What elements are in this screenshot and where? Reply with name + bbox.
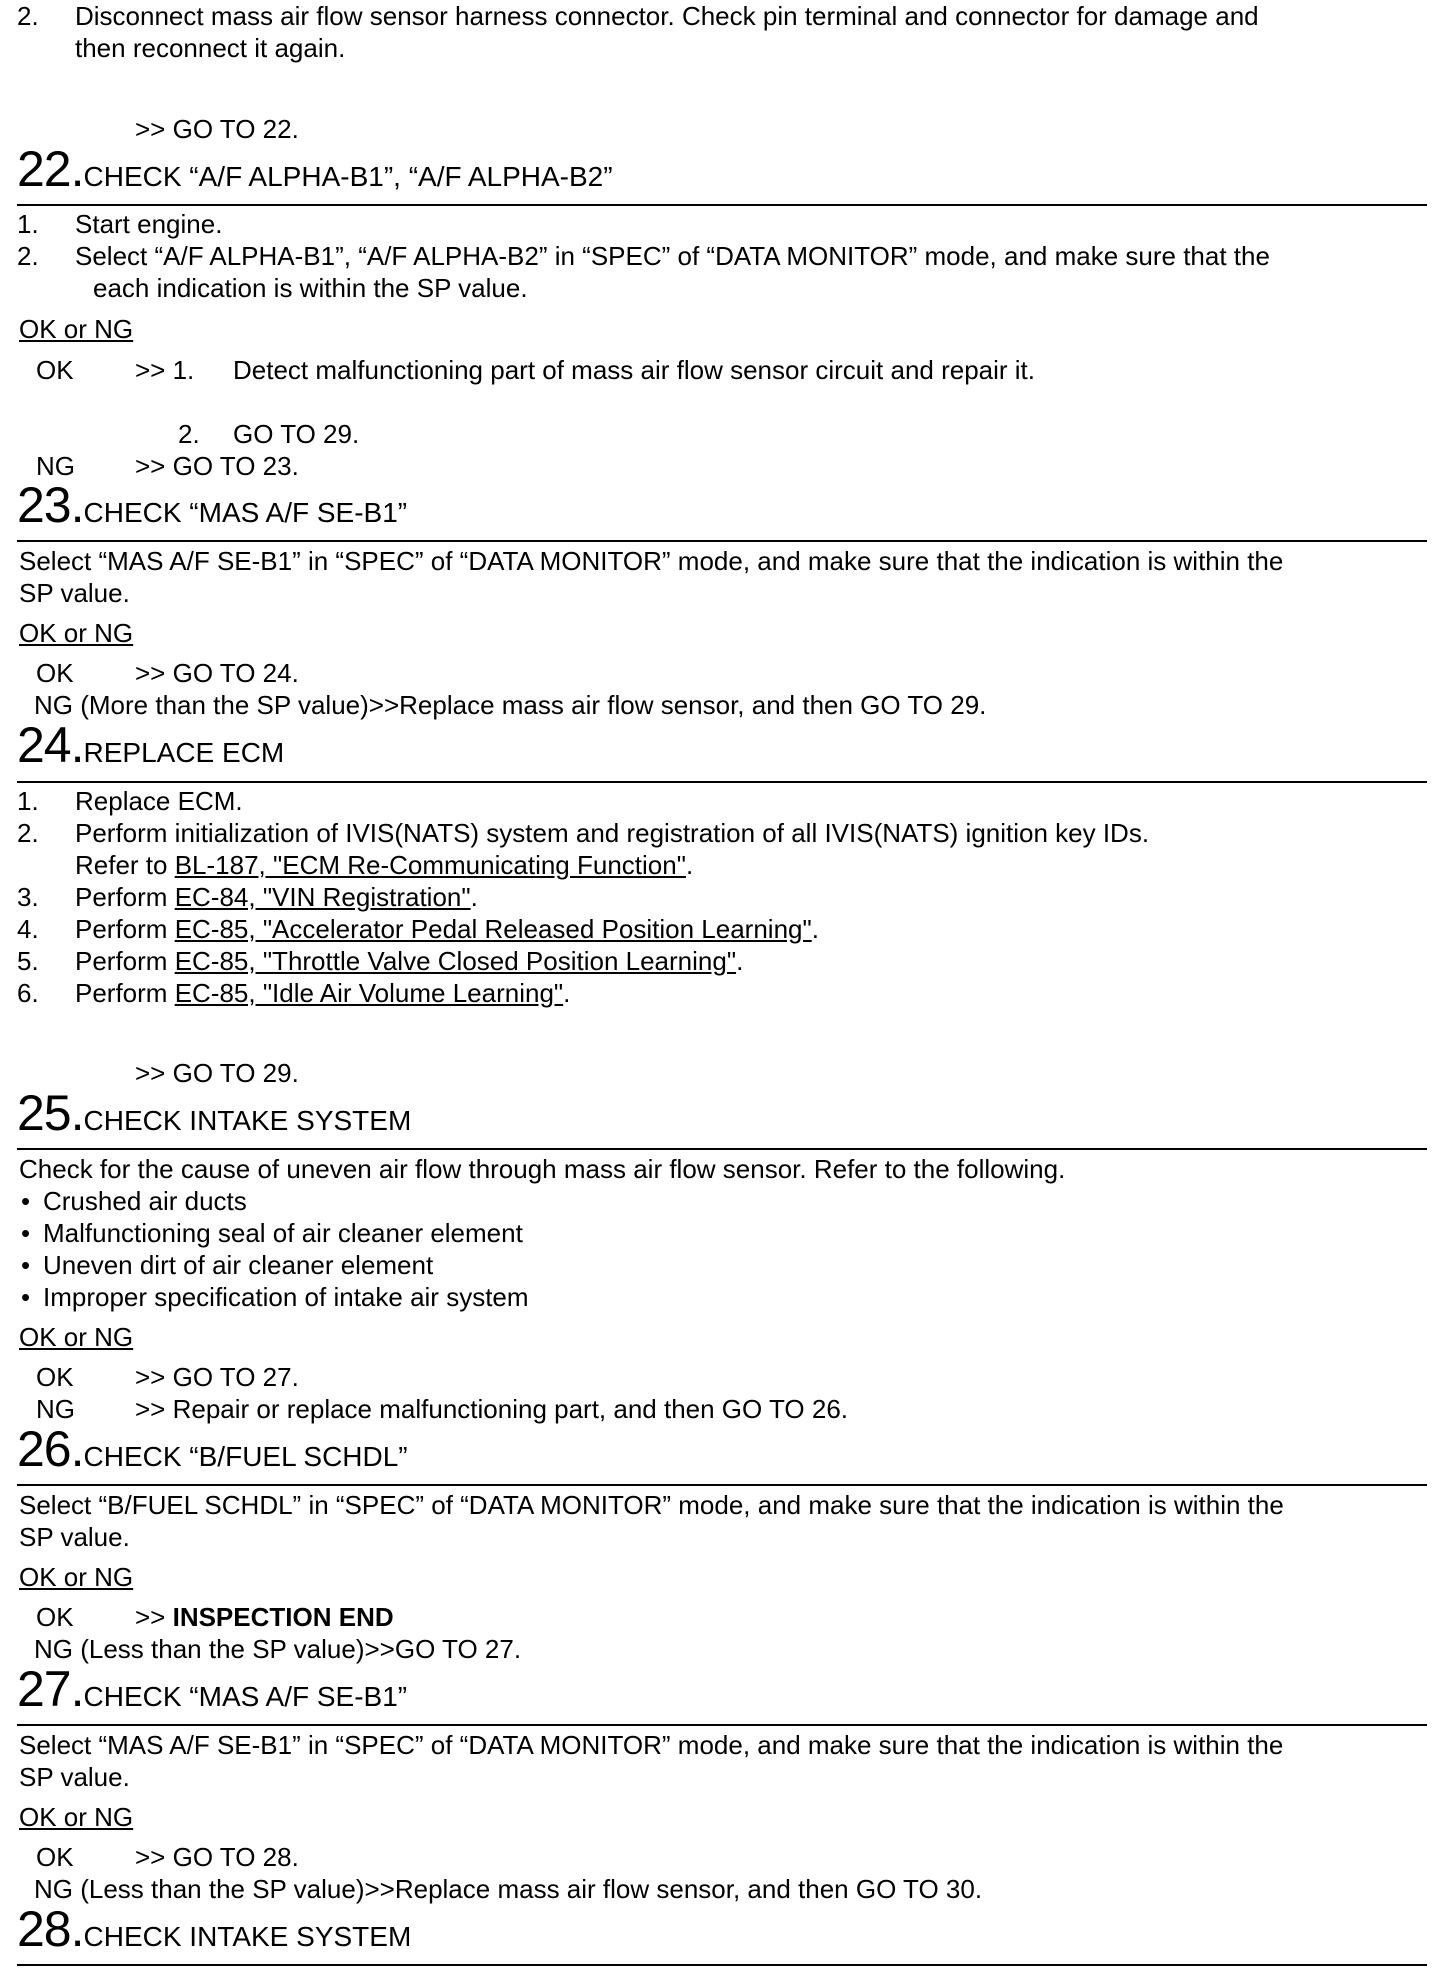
ok-or-ng-label: OK or NG [19,1322,134,1352]
result-action: GO TO 29. [233,419,360,449]
item-number: 2. [17,818,39,848]
section-divider [17,1148,1427,1150]
step-number: 24. [17,717,84,773]
bullet-text: Uneven dirt of air cleaner element [43,1250,434,1280]
item-number: 4. [17,914,39,944]
bullet-text: Malfunctioning seal of air cleaner element [43,1218,523,1248]
link-bl-187[interactable]: BL-187, "ECM Re-Communicating Function" [174,850,686,880]
ref-suffix: . [685,850,694,880]
section-divider [17,1484,1427,1486]
ng-label: NG [36,1394,75,1424]
section-divider [17,781,1427,783]
result-action: >> GO TO 27. [135,1362,299,1392]
ref-suffix: . [470,882,478,912]
step-title: CHECK “MAS A/F SE-B1” [83,1681,408,1712]
ok-or-ng-label: OK or NG [19,618,134,648]
ok-or-ng-label: OK or NG [19,1562,134,1592]
step-23-heading [17,477,408,533]
link-ec-84[interactable]: EC-84, "VIN Registration" [174,882,471,912]
result-action: Detect malfunctioning part of mass air flow sensor circuit and repair it. [233,355,1036,385]
bullet: • [21,1250,31,1280]
ref-suffix: . [736,946,744,976]
ok-label: OK [36,1362,74,1392]
instruction-text: Disconnect mass air flow sensor harness connector. Check pin terminal and connector for damage and [75,1,1259,31]
ok-label: OK [36,658,74,688]
bullet: • [21,1186,31,1216]
ok-or-ng-label: OK or NG [19,314,134,344]
result-action: >> Repair or replace malfunctioning part, and then GO TO 26. [135,1394,849,1424]
perform-prefix: Perform [75,946,175,976]
instruction-text [75,849,693,881]
item-number: 2. [17,1,39,31]
step-number: 26. [17,1421,84,1477]
bullet-text: Crushed air ducts [43,1186,247,1216]
item-number: 1. [17,786,39,816]
step-title: REPLACE ECM [83,737,285,768]
step-number: 27. [17,1661,84,1717]
link-ec-85-accelerator[interactable]: EC-85, "Accelerator Pedal Released Position Learning" [174,914,812,944]
ng-result-line: NG (Less than the SP value)>>Replace mass air flow sensor, and then GO TO 30. [34,1874,983,1904]
ok-label: OK [36,1602,74,1632]
instruction-text [75,977,570,1009]
step-title: CHECK INTAKE SYSTEM [83,1921,412,1952]
inspection-end: INSPECTION END [172,1602,394,1632]
instruction-text: Select “MAS A/F SE-B1” in “SPEC” of “DATA MONITOR” mode, and make sure that the indication is within the [19,546,1284,576]
ng-label: NG [36,451,75,481]
ref-suffix: . [811,914,819,944]
step-title: CHECK “B/FUEL SCHDL” [83,1441,408,1472]
section-divider [17,1724,1427,1726]
ref-suffix: . [563,978,571,1008]
step-28-heading [17,1901,412,1957]
result-action [135,1601,394,1633]
perform-prefix: Perform [75,978,175,1008]
section-divider [17,1964,1427,1966]
instruction-text [75,913,819,945]
bullet-text: Improper specification of intake air system [43,1282,529,1312]
result-action: >> GO TO 23. [135,451,299,481]
instruction-text: Replace ECM. [75,786,243,816]
item-number: 2. [178,419,200,449]
ok-or-ng-label: OK or NG [19,1802,134,1832]
step-27-heading [17,1661,408,1717]
ng-result-line: NG (More than the SP value)>>Replace mass air flow sensor, and then GO TO 29. [34,690,987,720]
section-divider [17,204,1427,206]
step-number: 22. [17,141,84,197]
instruction-text: each indication is within the SP value. [93,273,528,303]
link-ec-85-throttle[interactable]: EC-85, "Throttle Valve Closed Position Learning" [174,946,737,976]
instruction-text: Select “B/FUEL SCHDL” in “SPEC” of “DATA MONITOR” mode, and make sure that the indication is within the [19,1490,1284,1520]
instruction-text: SP value. [19,1762,130,1792]
step-number: 25. [17,1085,84,1141]
result-action: >> GO TO 24. [135,658,299,688]
step-title: CHECK INTAKE SYSTEM [83,1105,412,1136]
step-26-heading [17,1421,408,1477]
step-title: CHECK “MAS A/F SE-B1” [83,497,408,528]
go-to-line: >> GO TO 29. [135,1058,299,1088]
instruction-text: Select “A/F ALPHA-B1”, “A/F ALPHA-B2” in “SPEC” of “DATA MONITOR” mode, and make sure that the [75,241,1270,271]
item-number: 6. [17,978,39,1008]
ok-label: OK [36,355,74,385]
step-25-heading [17,1085,412,1141]
instruction-text: Start engine. [75,209,223,239]
instruction-text: Select “MAS A/F SE-B1” in “SPEC” of “DATA MONITOR” mode, and make sure that the indication is within the [19,1730,1284,1760]
link-ec-85-idle-air[interactable]: EC-85, "Idle Air Volume Learning" [174,978,564,1008]
instruction-text: Perform initialization of IVIS(NATS) system and registration of all IVIS(NATS) ignition key IDs. [75,818,1150,848]
result-action: >> 1. [135,355,195,385]
instruction-text: Check for the cause of uneven air flow through mass air flow sensor. Refer to the following. [19,1154,1066,1184]
item-number: 3. [17,882,39,912]
bullet: • [21,1218,31,1248]
item-number: 2. [17,241,39,271]
instruction-text: SP value. [19,1522,130,1552]
item-number: 5. [17,946,39,976]
section-divider [17,540,1427,542]
arrow: >> [135,1602,173,1632]
step-number: 28. [17,1901,84,1957]
bullet: • [21,1282,31,1312]
instruction-text [75,945,743,977]
instruction-text [75,881,478,913]
step-22-heading [17,141,613,197]
go-to-line: >> GO TO 22. [135,114,299,144]
item-number: 1. [17,209,39,239]
perform-prefix: Perform [75,882,175,912]
ok-label: OK [36,1842,74,1872]
ng-result-line: NG (Less than the SP value)>>GO TO 27. [34,1634,522,1664]
step-title: CHECK “A/F ALPHA-B1”, “A/F ALPHA-B2” [83,161,613,192]
perform-prefix: Perform [75,914,175,944]
step-number: 23. [17,477,84,533]
ref-prefix: Refer to [75,850,175,880]
step-24-heading [17,717,285,773]
instruction-text: then reconnect it again. [75,33,346,63]
result-action: >> GO TO 28. [135,1842,299,1872]
instruction-text: SP value. [19,578,130,608]
